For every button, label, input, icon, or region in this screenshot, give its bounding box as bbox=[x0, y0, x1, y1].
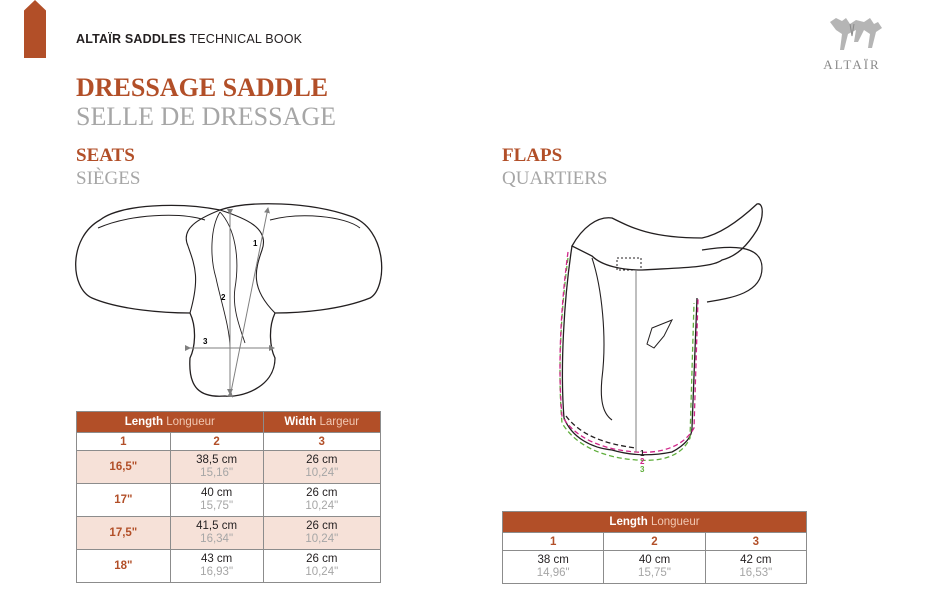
flaps-subtitle: QUARTIERS bbox=[502, 168, 608, 189]
seats-title: SEATS bbox=[76, 145, 135, 166]
seat-diagram bbox=[70, 198, 388, 400]
length-cell bbox=[170, 517, 263, 550]
brand-name: ALTAÏR SADDLES bbox=[76, 32, 186, 46]
width-cell bbox=[263, 550, 380, 583]
width-cm: 26 cm bbox=[306, 487, 338, 499]
flap-length-cell bbox=[604, 551, 705, 584]
length-cm: 40 cm bbox=[200, 487, 233, 499]
flap-label-1: 1 bbox=[640, 449, 645, 458]
seat-size: 16,5" bbox=[77, 451, 171, 484]
width-cm: 26 cm bbox=[306, 520, 338, 532]
length-cell bbox=[170, 550, 263, 583]
col-number: 3 bbox=[705, 533, 806, 551]
length-cm: 43 cm bbox=[200, 553, 233, 565]
flaps-title: FLAPS bbox=[502, 145, 563, 166]
flap-in: 14,96" bbox=[536, 567, 570, 579]
col-number: 2 bbox=[170, 433, 263, 451]
seats-subtitle: SIÈGES bbox=[76, 168, 141, 189]
width-in: 10,24" bbox=[305, 467, 339, 479]
seat-label-2: 2 bbox=[221, 293, 226, 302]
flap-cm: 40 cm bbox=[638, 554, 671, 566]
flap-length-header-fr: Longueur bbox=[650, 516, 700, 528]
logo-text: ALTAÏR bbox=[823, 57, 881, 72]
width-header-fr: Largeur bbox=[319, 416, 360, 428]
width-in: 10,24" bbox=[305, 533, 339, 545]
width-cell bbox=[263, 517, 380, 550]
flap-in: 15,75" bbox=[638, 567, 671, 579]
col-number: 1 bbox=[503, 533, 604, 551]
length-header-fr: Longueur bbox=[166, 416, 215, 428]
seat-size: 17,5" bbox=[77, 517, 171, 550]
length-cell bbox=[170, 484, 263, 517]
page-title: DRESSAGE SADDLE bbox=[76, 73, 329, 102]
table-row bbox=[77, 550, 381, 583]
width-header bbox=[263, 412, 380, 433]
flap-length-header-en: Length bbox=[609, 516, 648, 528]
table-row bbox=[77, 451, 381, 484]
width-in: 10,24" bbox=[305, 566, 339, 578]
col-number: 1 bbox=[77, 433, 171, 451]
book-header bbox=[76, 32, 302, 46]
flap-label-2: 2 bbox=[640, 457, 645, 466]
book-name: TECHNICAL BOOK bbox=[189, 32, 303, 46]
flap-length-header bbox=[503, 512, 807, 533]
table-row bbox=[503, 551, 807, 584]
length-cm: 41,5 cm bbox=[196, 520, 238, 532]
length-in: 16,34" bbox=[200, 533, 234, 545]
length-header bbox=[77, 412, 264, 433]
corner-tab bbox=[24, 0, 46, 58]
seat-size: 17" bbox=[77, 484, 171, 517]
seat-label-1: 1 bbox=[253, 239, 258, 248]
flap-length-cell bbox=[503, 551, 604, 584]
flap-length-cell bbox=[705, 551, 806, 584]
length-cell bbox=[170, 451, 263, 484]
length-cm: 38,5 cm bbox=[196, 454, 238, 466]
width-cm: 26 cm bbox=[306, 454, 338, 466]
table-row bbox=[77, 517, 381, 550]
length-in: 16,93" bbox=[200, 566, 234, 578]
width-cell bbox=[263, 484, 380, 517]
length-in: 15,16" bbox=[200, 467, 234, 479]
seats-table bbox=[76, 411, 381, 583]
seat-size: 18" bbox=[77, 550, 171, 583]
length-in: 15,75" bbox=[200, 500, 234, 512]
width-header-en: Width bbox=[284, 416, 317, 428]
flap-diagram bbox=[552, 198, 772, 480]
length-header-en: Length bbox=[124, 416, 164, 428]
flap-in: 16,53" bbox=[739, 567, 773, 579]
flaps-table bbox=[502, 511, 807, 584]
width-in: 10,24" bbox=[305, 500, 339, 512]
col-number: 3 bbox=[263, 433, 380, 451]
seat-label-3: 3 bbox=[203, 337, 208, 346]
flap-cm: 42 cm bbox=[740, 554, 772, 566]
width-cm: 26 cm bbox=[306, 553, 338, 565]
width-cell bbox=[263, 451, 380, 484]
flap-label-3: 3 bbox=[640, 465, 645, 474]
page-subtitle: SELLE DE DRESSAGE bbox=[76, 102, 336, 131]
flap-cm: 38 cm bbox=[537, 554, 569, 566]
table-row bbox=[77, 484, 381, 517]
col-number: 2 bbox=[604, 533, 705, 551]
